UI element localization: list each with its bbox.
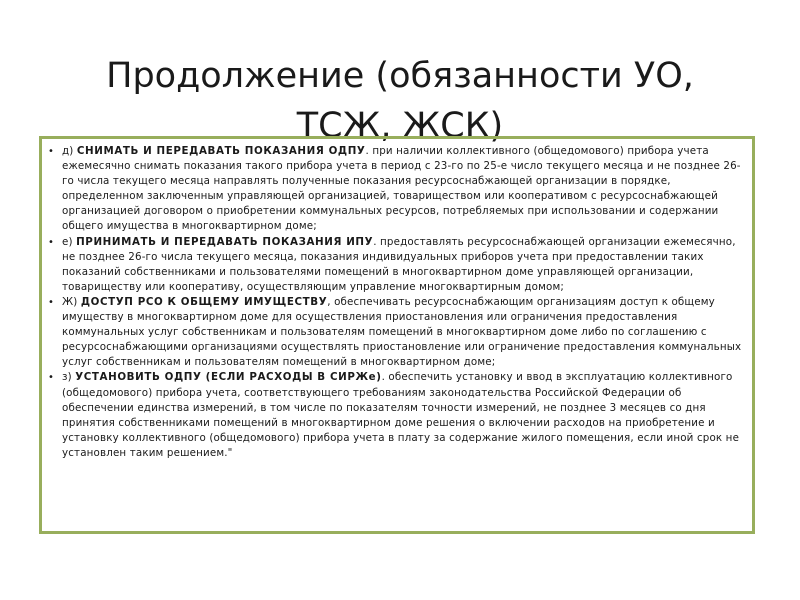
list-item [48, 144, 744, 235]
item-letter: е) [62, 235, 77, 248]
list-item [48, 370, 744, 461]
item-letter: з) [62, 371, 76, 384]
item-letter: д) [62, 145, 77, 157]
content-box [39, 136, 755, 534]
item-letter: Ж) [62, 295, 81, 308]
list-item [48, 235, 744, 295]
bullet-icon: • [48, 296, 55, 308]
item-heading: ДОСТУП РСО К ОБЩЕМУ ИМУЩЕСТВУ [80, 295, 328, 308]
bullet-icon: • [48, 236, 55, 248]
item-text: . при наличии коллективного (общедомового) прибора учета ежемесячно снимать показания такого прибора учета в период с 23-го по 25-е число текущего месяца и не позднее 26-го числа текущего месяца направлять полученные показания ресурсоснабжающей организации в порядке, определенном заключенным управляющей организацией, товариществом или кооперативом с ресурсоснабжающей организацией договором о приобретении коммунальных ресурсов, потребляемых при использовании и содержании общего имущества в многоквартирном доме; [62, 145, 741, 233]
slide-title-line-2: ТСЖ, ЖСК) [296, 106, 504, 147]
item-text: . предоставлять ресурсоснабжающей организации ежемесячно, не позднее 26-го числа текущего месяца, показания индивидуальных приборов учета при предоставлении таких показаний собственниками и пользователями помещений в многоквартирном доме управляющей организации, товариществу или кооперативу, осуществляющим управление многоквартирным домом; [62, 235, 736, 293]
slide-title-line-1: Продолжение (обязанности УО, [106, 56, 694, 97]
item-heading: ПРИНИМАТЬ И ПЕРЕДАВАТЬ ПОКАЗАНИЯ ИПУ [76, 235, 374, 248]
bullet-icon: • [48, 146, 55, 157]
item-heading: СНИМАТЬ И ПЕРЕДАВАТЬ ПОКАЗАНИЯ ОДПУ [76, 145, 366, 157]
item-text: , обеспечивать ресурсоснабжающим организациям доступ к общему имуществу в многоквартирном доме для осуществления приостановления или ограничения предоставления коммунальных услуг собственникам и пользователям помещений в многоквартирном доме либо по соглашению с ресурсоснабжающими организациями осуществлять приостановление или ограничение предоставления коммунальных услуг собственникам и пользователям помещений в многоквартирном доме; [62, 295, 742, 369]
item-text: . обеспечить установку и ввод в эксплуатацию коллективного (общедомового) прибора учета, соответствующего требованиям законодательства Российской Федерации об обеспечении единства измерений, в том числе по показателям точности измерений, не позднее 3 месяцев со дня принятия собственниками помещений в многоквартирном доме решения о включении расходов на приобретение и установку коллективного (общедомового) прибора учета в плату за содержание жилого помещения, если иной срок не установлен таким решением." [62, 371, 740, 459]
bullet-icon: • [48, 372, 55, 384]
item-heading: УСТАНОВИТЬ ОДПУ (ЕСЛИ РАСХОДЫ В СИРЖе) [75, 371, 382, 384]
list-item [48, 295, 744, 370]
